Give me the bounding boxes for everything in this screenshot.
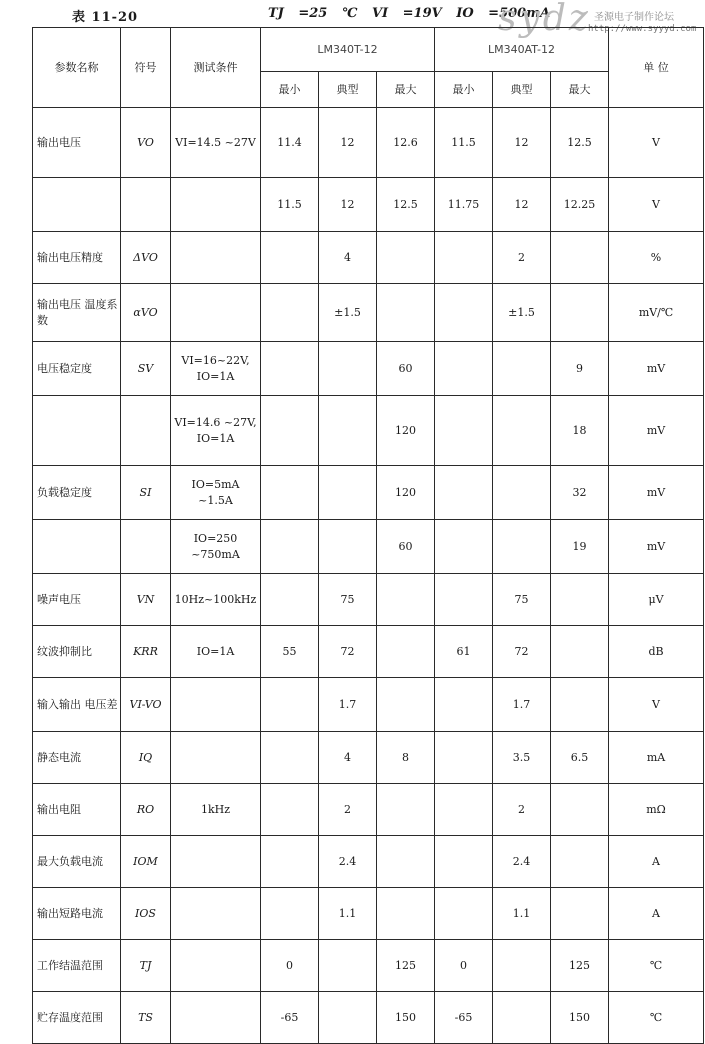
condition-cell <box>171 732 261 784</box>
value-cell: 6.5 <box>551 732 609 784</box>
value-cell <box>261 836 319 888</box>
condition-cell: IO=5mA ~1.5A <box>171 466 261 520</box>
spec-table <box>32 27 704 1044</box>
value-cell: 1.1 <box>493 888 551 940</box>
param-cell: 噪声电压 <box>33 574 121 626</box>
value-cell <box>551 888 609 940</box>
value-cell <box>261 678 319 732</box>
value-cell: 0 <box>435 940 493 992</box>
value-cell <box>551 784 609 836</box>
symbol-cell <box>121 520 171 574</box>
value-cell <box>261 396 319 466</box>
value-cell <box>551 626 609 678</box>
value-cell: 2 <box>493 784 551 836</box>
value-cell: 4 <box>319 232 377 284</box>
param-cell: 输入输出 电压差 <box>33 678 121 732</box>
condition-cell: 10Hz~100kHz <box>171 574 261 626</box>
param-cell: 输出短路电流 <box>33 888 121 940</box>
value-cell: 150 <box>377 992 435 1044</box>
param-cell: 输出电压 温度系数 <box>33 284 121 342</box>
value-cell <box>551 232 609 284</box>
symbol-cell: IOS <box>121 888 171 940</box>
unit-cell: ℃ <box>609 992 704 1044</box>
value-cell: 9 <box>551 342 609 396</box>
value-cell: 12.25 <box>551 178 609 232</box>
unit-cell: mV <box>609 466 704 520</box>
watermark-logo: sydz <box>498 0 591 39</box>
symbol-cell: RO <box>121 784 171 836</box>
value-cell: 32 <box>551 466 609 520</box>
value-cell <box>493 466 551 520</box>
table-row <box>33 836 704 888</box>
value-cell: 125 <box>377 940 435 992</box>
condition-cell: IO=250 ~750mA <box>171 520 261 574</box>
table-row <box>33 520 704 574</box>
table-row <box>33 574 704 626</box>
unit-cell: μV <box>609 574 704 626</box>
header-condition: 测试条件 <box>171 28 261 108</box>
value-cell <box>261 232 319 284</box>
unit-cell: mΩ <box>609 784 704 836</box>
symbol-cell: ΔVO <box>121 232 171 284</box>
value-cell <box>435 284 493 342</box>
unit-cell: mV <box>609 396 704 466</box>
value-cell: 12 <box>319 108 377 178</box>
value-cell: 72 <box>319 626 377 678</box>
table-row <box>33 178 704 232</box>
value-cell: 2.4 <box>319 836 377 888</box>
value-cell <box>319 396 377 466</box>
symbol-cell: VO <box>121 108 171 178</box>
value-cell: 2 <box>319 784 377 836</box>
watermark-url: http://www.syyyd.com <box>588 24 697 34</box>
value-cell: -65 <box>435 992 493 1044</box>
value-cell <box>319 342 377 396</box>
value-cell: 125 <box>551 940 609 992</box>
value-cell <box>493 940 551 992</box>
condition-cell <box>171 232 261 284</box>
value-cell <box>377 574 435 626</box>
unit-cell: mA <box>609 732 704 784</box>
value-cell: 19 <box>551 520 609 574</box>
header-unit: 单 位 <box>609 28 704 108</box>
value-cell: 2.4 <box>493 836 551 888</box>
table-row <box>33 108 704 178</box>
header-min: 最小 <box>261 72 319 108</box>
header-typ: 典型 <box>319 72 377 108</box>
header-max: 最大 <box>377 72 435 108</box>
value-cell <box>435 232 493 284</box>
value-cell <box>261 466 319 520</box>
header-max: 最大 <box>551 72 609 108</box>
param-cell: 最大负载电流 <box>33 836 121 888</box>
value-cell <box>377 836 435 888</box>
table-row <box>33 626 704 678</box>
value-cell <box>377 678 435 732</box>
value-cell <box>261 888 319 940</box>
value-cell <box>435 678 493 732</box>
value-cell <box>261 574 319 626</box>
value-cell: 4 <box>319 732 377 784</box>
param-cell: 静态电流 <box>33 732 121 784</box>
table-row <box>33 284 704 342</box>
unit-cell: mV/℃ <box>609 284 704 342</box>
value-cell <box>261 784 319 836</box>
value-cell <box>551 836 609 888</box>
unit-cell: V <box>609 178 704 232</box>
table-row <box>33 396 704 466</box>
unit-cell: A <box>609 888 704 940</box>
value-cell <box>377 626 435 678</box>
unit-cell: ℃ <box>609 940 704 992</box>
condition-cell <box>171 678 261 732</box>
symbol-cell: VN <box>121 574 171 626</box>
symbol-cell <box>121 178 171 232</box>
value-cell <box>493 520 551 574</box>
header-group-lm340at: LM340AT-12 <box>435 28 609 72</box>
unit-cell: mV <box>609 342 704 396</box>
value-cell: 12.5 <box>377 178 435 232</box>
value-cell <box>435 836 493 888</box>
value-cell: 75 <box>493 574 551 626</box>
value-cell: 3.5 <box>493 732 551 784</box>
param-cell: 工作结温范围 <box>33 940 121 992</box>
table-row <box>33 992 704 1044</box>
condition-cell <box>171 992 261 1044</box>
value-cell: 12.5 <box>551 108 609 178</box>
value-cell: 75 <box>319 574 377 626</box>
value-cell <box>551 284 609 342</box>
value-cell: 72 <box>493 626 551 678</box>
symbol-cell: VI-VO <box>121 678 171 732</box>
test-conditions: TJ =25 ℃ VI =19V IO =500mA <box>268 6 551 21</box>
watermark-site: 圣源电子制作论坛 <box>594 12 674 23</box>
value-cell <box>435 888 493 940</box>
value-cell: 150 <box>551 992 609 1044</box>
unit-cell: % <box>609 232 704 284</box>
value-cell: 12 <box>493 108 551 178</box>
param-cell: 输出电压 <box>33 108 121 178</box>
unit-cell: V <box>609 108 704 178</box>
value-cell: 1.7 <box>319 678 377 732</box>
value-cell <box>377 784 435 836</box>
value-cell <box>435 520 493 574</box>
value-cell: 12.6 <box>377 108 435 178</box>
param-cell <box>33 520 121 574</box>
value-cell: 18 <box>551 396 609 466</box>
header-typ: 典型 <box>493 72 551 108</box>
value-cell <box>493 992 551 1044</box>
value-cell: 11.5 <box>435 108 493 178</box>
condition-cell: VI=16~22V, IO=1A <box>171 342 261 396</box>
condition-cell: 1kHz <box>171 784 261 836</box>
condition-cell: VI=14.5 ~27V <box>171 108 261 178</box>
unit-cell: V <box>609 678 704 732</box>
value-cell: 120 <box>377 396 435 466</box>
param-cell: 输出电压精度 <box>33 232 121 284</box>
symbol-cell: TS <box>121 992 171 1044</box>
param-cell <box>33 178 121 232</box>
value-cell: 11.75 <box>435 178 493 232</box>
value-cell: 60 <box>377 520 435 574</box>
table-row <box>33 940 704 992</box>
value-cell <box>261 284 319 342</box>
condition-cell <box>171 940 261 992</box>
value-cell <box>377 284 435 342</box>
symbol-cell: TJ <box>121 940 171 992</box>
value-cell: 0 <box>261 940 319 992</box>
unit-cell: mV <box>609 520 704 574</box>
value-cell <box>493 342 551 396</box>
value-cell <box>319 466 377 520</box>
value-cell <box>319 940 377 992</box>
symbol-cell: αVO <box>121 284 171 342</box>
table-row <box>33 466 704 520</box>
value-cell: 8 <box>377 732 435 784</box>
value-cell: ±1.5 <box>319 284 377 342</box>
symbol-cell: SI <box>121 466 171 520</box>
symbol-cell: IOM <box>121 836 171 888</box>
symbol-cell: SV <box>121 342 171 396</box>
param-cell: 贮存温度范围 <box>33 992 121 1044</box>
value-cell <box>435 732 493 784</box>
header-symbol: 符号 <box>121 28 171 108</box>
condition-cell: IO=1A <box>171 626 261 678</box>
param-cell <box>33 396 121 466</box>
value-cell <box>551 678 609 732</box>
value-cell <box>435 466 493 520</box>
unit-cell: dB <box>609 626 704 678</box>
unit-cell: A <box>609 836 704 888</box>
value-cell <box>319 520 377 574</box>
param-cell: 负载稳定度 <box>33 466 121 520</box>
value-cell: ±1.5 <box>493 284 551 342</box>
table-row <box>33 784 704 836</box>
param-cell: 纹波抑制比 <box>33 626 121 678</box>
table-row <box>33 342 704 396</box>
value-cell <box>377 888 435 940</box>
value-cell <box>435 396 493 466</box>
condition-cell <box>171 178 261 232</box>
value-cell: 61 <box>435 626 493 678</box>
value-cell <box>319 992 377 1044</box>
condition-cell: VI=14.6 ~27V, IO=1A <box>171 396 261 466</box>
value-cell <box>435 342 493 396</box>
value-cell <box>551 574 609 626</box>
value-cell: 55 <box>261 626 319 678</box>
spec-table-body <box>33 108 704 1044</box>
value-cell: -65 <box>261 992 319 1044</box>
value-cell: 1.1 <box>319 888 377 940</box>
value-cell <box>261 732 319 784</box>
value-cell: 2 <box>493 232 551 284</box>
value-cell <box>261 520 319 574</box>
param-cell: 电压稳定度 <box>33 342 121 396</box>
symbol-cell: KRR <box>121 626 171 678</box>
value-cell: 1.7 <box>493 678 551 732</box>
condition-cell <box>171 888 261 940</box>
value-cell: 12 <box>493 178 551 232</box>
table-id: 表 11-20 <box>72 10 139 25</box>
symbol-cell <box>121 396 171 466</box>
value-cell: 120 <box>377 466 435 520</box>
value-cell: 12 <box>319 178 377 232</box>
param-cell: 输出电阻 <box>33 784 121 836</box>
value-cell <box>435 784 493 836</box>
symbol-cell: IQ <box>121 732 171 784</box>
header-min: 最小 <box>435 72 493 108</box>
condition-cell <box>171 284 261 342</box>
value-cell <box>493 396 551 466</box>
value-cell <box>377 232 435 284</box>
table-row <box>33 232 704 284</box>
value-cell: 11.4 <box>261 108 319 178</box>
table-row <box>33 888 704 940</box>
value-cell <box>261 342 319 396</box>
header-param: 参数名称 <box>33 28 121 108</box>
table-row <box>33 732 704 784</box>
value-cell: 60 <box>377 342 435 396</box>
header-group-lm340t: LM340T-12 <box>261 28 435 72</box>
value-cell: 11.5 <box>261 178 319 232</box>
condition-cell <box>171 836 261 888</box>
table-row <box>33 678 704 732</box>
value-cell <box>435 574 493 626</box>
